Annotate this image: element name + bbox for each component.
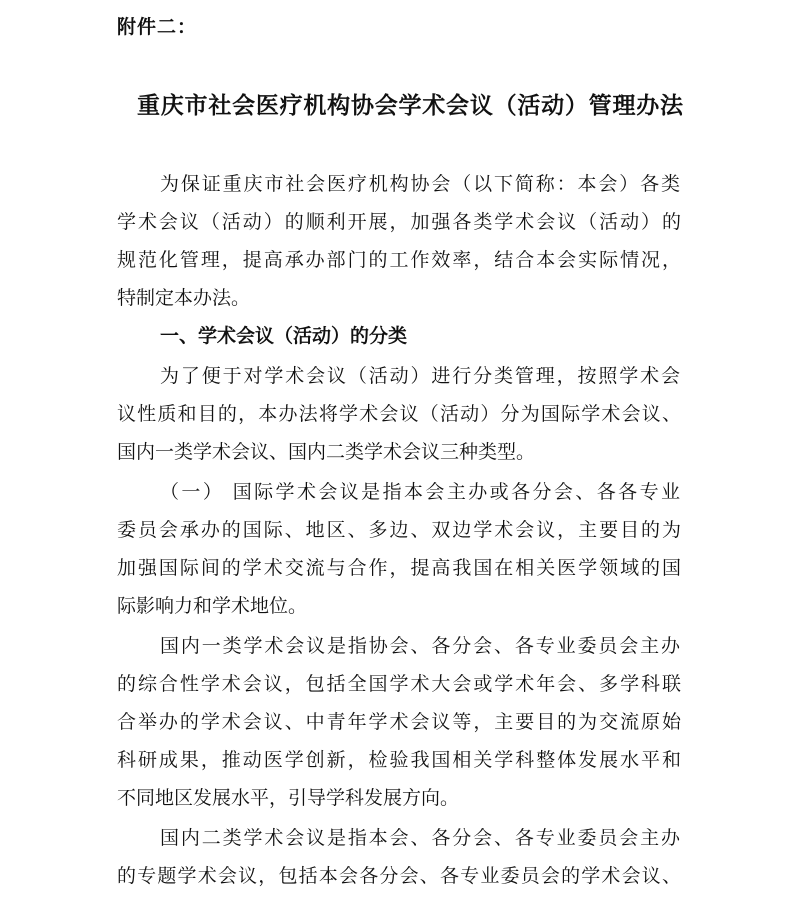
intro-line-3: 规范化管理，提高承办部门的工作效率，结合本会实际情况， — [117, 249, 681, 271]
section-heading: 一、学术会议（活动）的分类 — [160, 325, 408, 347]
paragraph-3-line-4: 科研成果，推动医学创新，检验我国相关学科整体发展水平和 — [117, 749, 681, 771]
intro-line-4: 特制定本办法。 — [117, 287, 251, 309]
paragraph-2-line-1: （一） 国际学术会议是指本会主办或各分会、各各专业 — [160, 481, 680, 503]
intro-line-1: 为保证重庆市社会医疗机构协会（以下简称：本会）各类 — [160, 173, 680, 195]
paragraph-1-line-2: 议性质和目的，本办法将学术会议（活动）分为国际学术会议、 — [117, 403, 681, 425]
paragraph-3-line-1: 国内一类学术会议是指协会、各分会、各专业委员会主办 — [160, 635, 680, 657]
paragraph-1-line-3: 国内一类学术会议、国内二类学术会议三种类型。 — [117, 441, 536, 463]
paragraph-1-line-1: 为了便于对学术会议（活动）进行分类管理，按照学术会 — [160, 365, 680, 387]
paragraph-3-line-3: 合举办的学术会议、中青年学术会议等，主要目的为交流原始 — [117, 711, 681, 733]
paragraph-2-line-2: 委员会承办的国际、地区、多边、双边学术会议，主要目的为 — [117, 519, 681, 541]
document-title: 重庆市社会医疗机构协会学术会议（活动）管理办法 — [137, 92, 683, 119]
paragraph-2-line-4: 际影响力和学术地位。 — [117, 595, 308, 617]
attachment-label: 附件二： — [117, 16, 198, 38]
intro-line-2: 学术会议（活动）的顺利开展，加强各类学术会议（活动）的 — [117, 211, 681, 233]
paragraph-3-line-5: 不同地区发展水平，引导学科发展方向。 — [117, 787, 460, 809]
paragraph-4-line-1: 国内二类学术会议是指本会、各分会、各专业委员会主办 — [160, 827, 680, 849]
paragraph-2-line-3: 加强国际间的学术交流与合作，提高我国在相关医学领域的国 — [117, 557, 681, 579]
paragraph-3-line-2: 的综合性学术会议，包括全国学术大会或学术年会、多学科联 — [117, 673, 681, 695]
paragraph-4-line-2: 的专题学术会议，包括本会各分会、各专业委员会的学术会议、 — [117, 865, 681, 887]
